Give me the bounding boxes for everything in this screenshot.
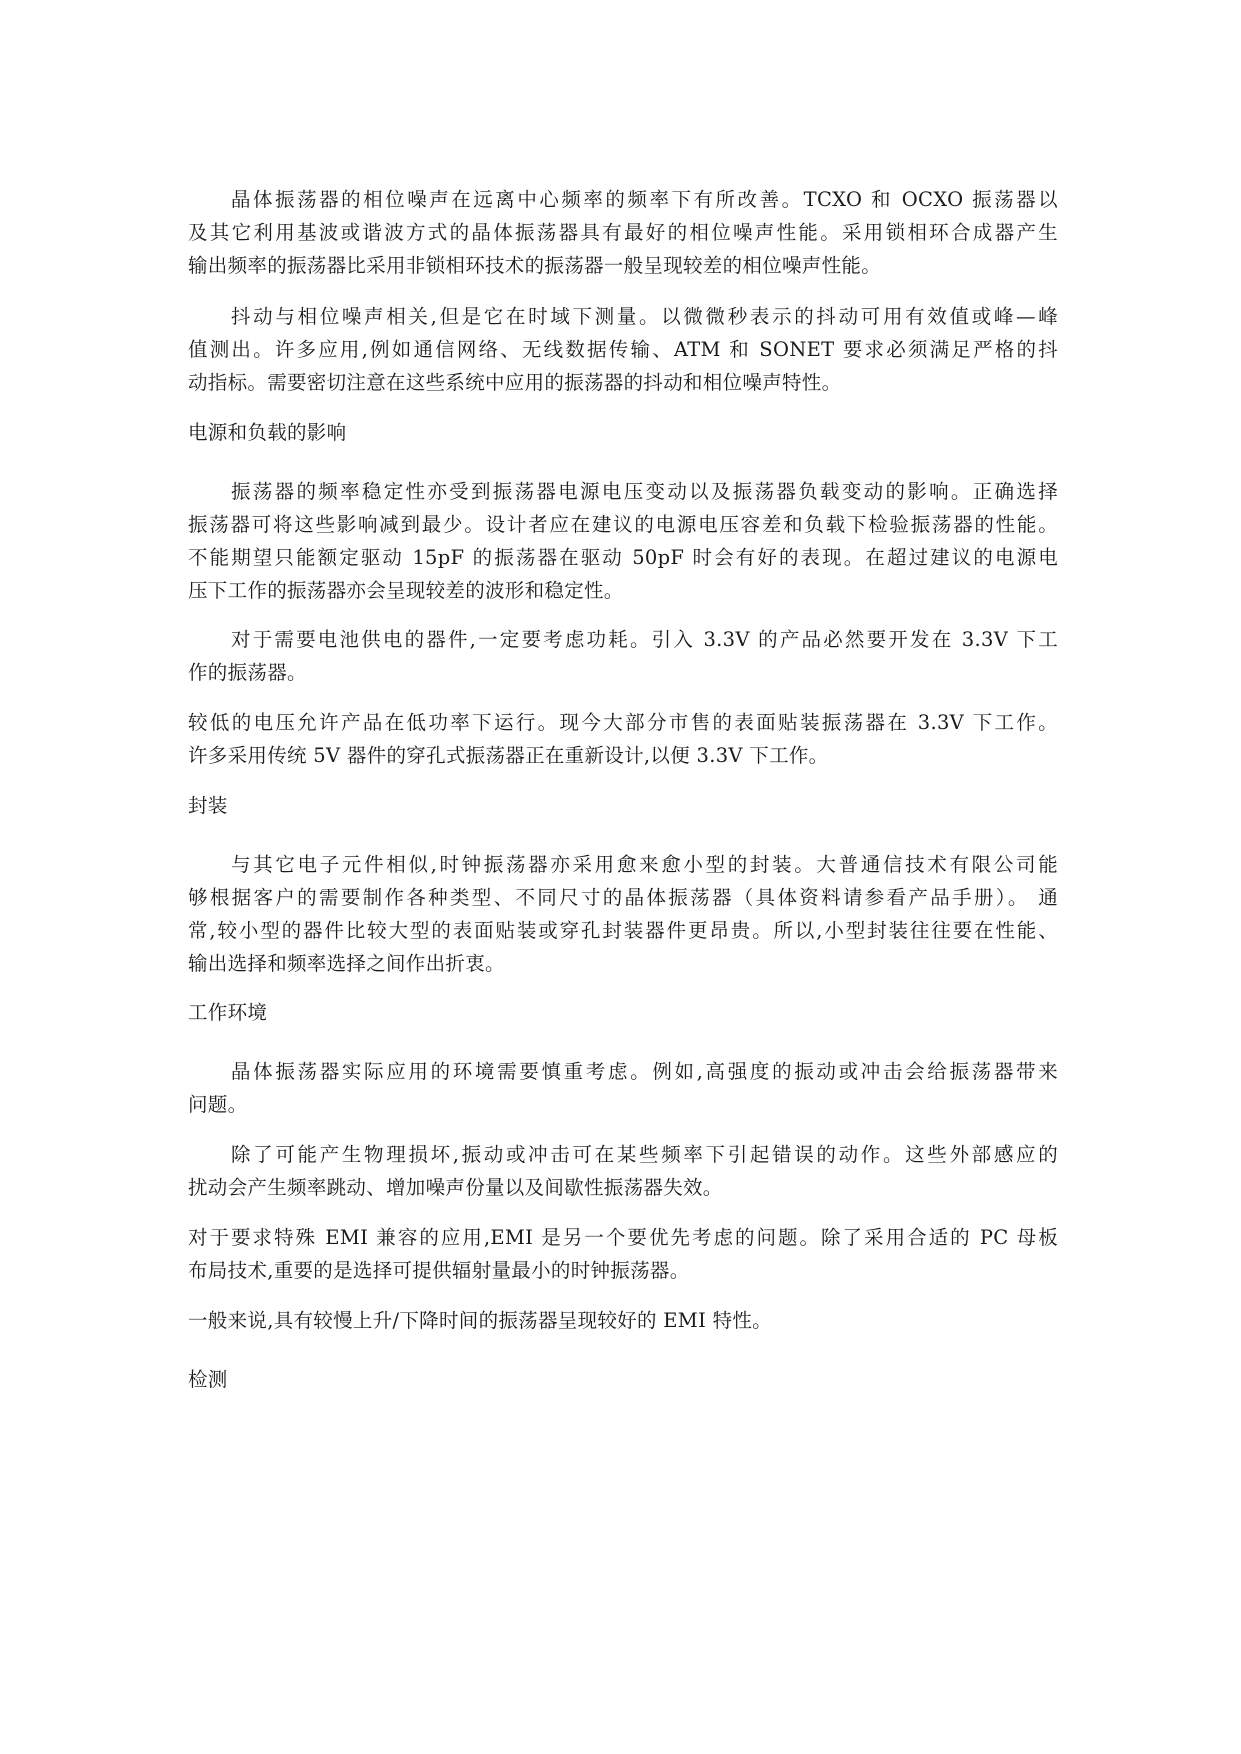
paragraph-environment bbox=[188, 1055, 1058, 1121]
section-heading: 封装 bbox=[188, 794, 228, 817]
text-line: 作的振荡器。 bbox=[188, 661, 307, 684]
text-line: 振荡器可将这些影响减到最少。设计者应在建议的电源电压容差和负载下检验振荡器的性能。 bbox=[188, 513, 1058, 536]
paragraph-jitter bbox=[188, 300, 1058, 399]
text-line: 晶体振荡器实际应用的环境需要慎重考虑。例如,高强度的振动或冲击会给振荡器带来 bbox=[231, 1060, 1058, 1083]
paragraph-frequency-stability bbox=[188, 475, 1058, 607]
text-line: 问题。 bbox=[188, 1093, 248, 1116]
text-line: 不能期望只能额定驱动 15pF 的振荡器在驱动 50pF 时会有好的表现。在超过建议的电源电 bbox=[188, 546, 1058, 569]
text-line: 较低的电压允许产品在低功率下运行。现今大部分市售的表面贴装振荡器在 3.3V 下工作。 bbox=[188, 711, 1058, 734]
text-line: 动指标。需要密切注意在这些系统中应用的振荡器的抖动和相位噪声特性。 bbox=[188, 371, 842, 394]
paragraph-rise-fall-time bbox=[188, 1304, 1058, 1337]
section-heading: 电源和负载的影响 bbox=[188, 421, 347, 444]
text-line: 够根据客户的需要制作各种类型、不同尺寸的晶体振荡器（具体资料请参看产品手册）。 通 bbox=[188, 886, 1058, 909]
text-line: 晶体振荡器的相位噪声在远离中心频率的频率下有所改善。TCXO 和 OCXO 振荡器以 bbox=[231, 188, 1058, 211]
text-line: 输出选择和频率选择之间作出折衷。 bbox=[188, 952, 505, 975]
heading-testing bbox=[188, 1363, 1058, 1396]
paragraph-low-voltage bbox=[188, 706, 1058, 772]
text-line: 对于要求特殊 EMI 兼容的应用,EMI 是另一个要优先考虑的问题。除了采用合适的 PC 母板 bbox=[188, 1226, 1058, 1249]
text-line: 压下工作的振荡器亦会呈现较差的波形和稳定性。 bbox=[188, 579, 624, 602]
text-line: 布局技术,重要的是选择可提供辐射量最小的时钟振荡器。 bbox=[188, 1259, 690, 1282]
paragraph-battery-power bbox=[188, 623, 1058, 689]
section-heading: 工作环境 bbox=[188, 1001, 268, 1024]
text-line: 值测出。许多应用,例如通信网络、无线数据传输、ATM 和 SONET 要求必须满足严格的抖 bbox=[188, 338, 1058, 361]
text-line: 及其它利用基波或谐波方式的晶体振荡器具有最好的相位噪声性能。采用锁相环合成器产生 bbox=[188, 221, 1058, 244]
paragraph-packaging bbox=[188, 848, 1058, 980]
text-line: 抖动与相位噪声相关,但是它在时域下测量。以微微秒表示的抖动可用有效值或峰—峰 bbox=[231, 305, 1058, 328]
text-line: 除了可能产生物理损坏,振动或冲击可在某些频率下引起错误的动作。这些外部感应的 bbox=[231, 1143, 1058, 1166]
text-line: 振荡器的频率稳定性亦受到振荡器电源电压变动以及振荡器负载变动的影响。正确选择 bbox=[231, 480, 1058, 503]
paragraph-vibration bbox=[188, 1138, 1058, 1204]
heading-operating-environment bbox=[188, 996, 1058, 1029]
text-line: 扰动会产生频率跳动、增加噪声份量以及间歇性振荡器失效。 bbox=[188, 1176, 723, 1199]
text-line: 常,较小型的器件比较大型的表面贴装或穿孔封装器件更昂贵。所以,小型封装往往要在性能、 bbox=[188, 919, 1058, 942]
paragraph-phase-noise bbox=[188, 183, 1058, 282]
heading-power-and-load bbox=[188, 416, 1058, 449]
section-heading: 检测 bbox=[188, 1368, 228, 1391]
paragraph-emi bbox=[188, 1221, 1058, 1287]
text-line: 输出频率的振荡器比采用非锁相环技术的振荡器一般呈现较差的相位噪声性能。 bbox=[188, 254, 882, 277]
text-line: 与其它电子元件相似,时钟振荡器亦采用愈来愈小型的封装。大普通信技术有限公司能 bbox=[231, 853, 1058, 876]
text-line: 一般来说,具有较慢上升/下降时间的振荡器呈现较好的 EMI 特性。 bbox=[188, 1309, 772, 1332]
text-line: 对于需要电池供电的器件,一定要考虑功耗。引入 3.3V 的产品必然要开发在 3.3V 下工 bbox=[231, 628, 1058, 651]
heading-packaging bbox=[188, 789, 1058, 822]
text-line: 许多采用传统 5V 器件的穿孔式振荡器正在重新设计,以便 3.3V 下工作。 bbox=[188, 744, 829, 767]
